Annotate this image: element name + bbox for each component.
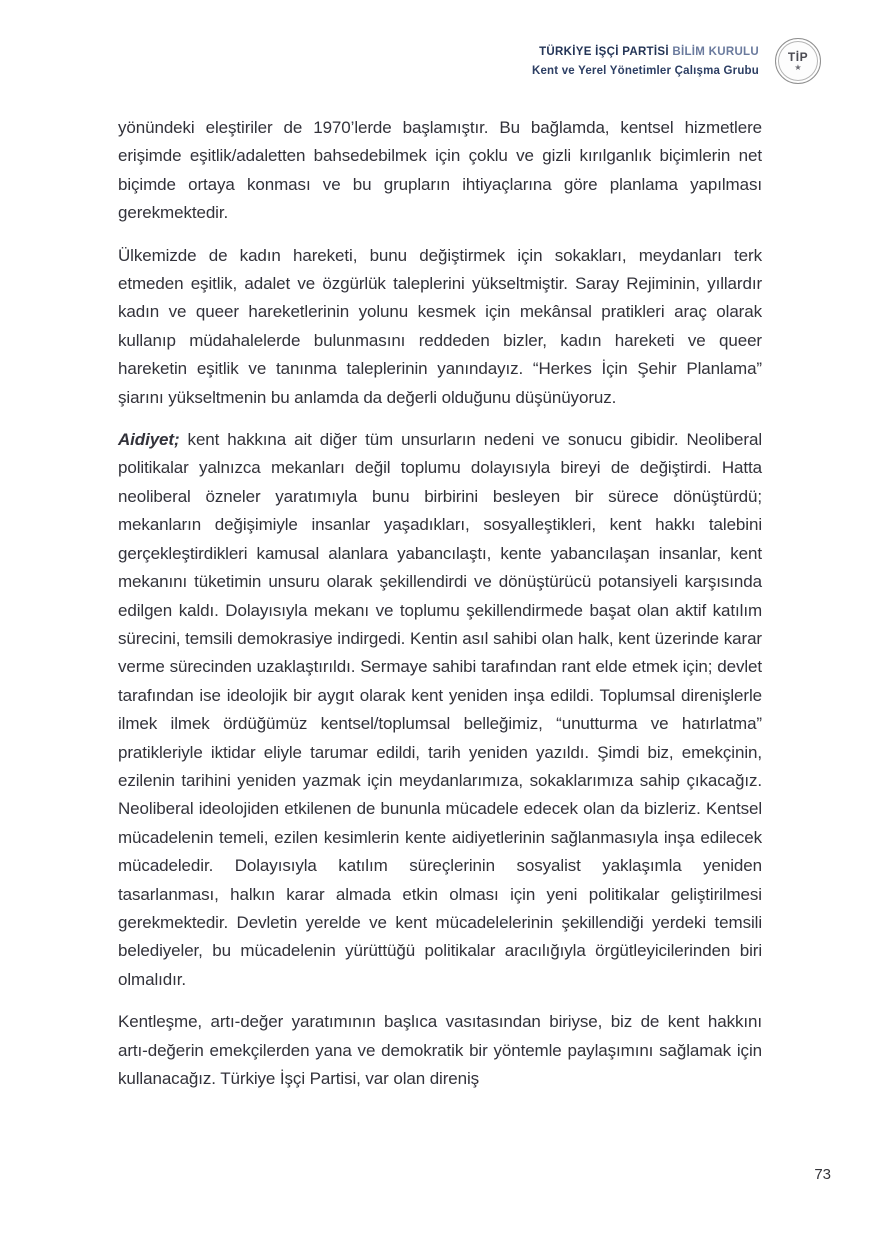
header-text-block (532, 46, 759, 77)
paragraph-text: yönündeki eleştiriler de 1970’lerde başlamıştır. Bu bağlamda, kentsel hizmetlere erişimde eşitlik/adaletten bahsedebilmek için çoklu ve gizli kırılganlık biçimlerin net biçimde ortaya konması ve bu grupların ihtiyaçlarına göre planlama yapılması gerekmektedir. (118, 118, 762, 223)
header-title-primary: TÜRKİYE İŞÇİ PARTİSİ (539, 45, 669, 58)
tip-party-logo-icon (775, 38, 821, 84)
paragraph (118, 426, 762, 994)
paragraph-text: Ülkemizde de kadın hareketi, bunu değiştirmek için sokakları, meydanları terk etmeden eşitlik, adalet ve özgürlük taleplerini yükseltmiştir. Saray Rejiminin, yıllardır kadın ve queer hareketlerinin yolunu kesmek için mekânsal pratikleri araç olarak kullanıp müdahalelerde bulunmasını reddeden bizler, kadın hareketi ve queer hareketin eşitlik ve tanınma taleplerinin yanındayız. “Herkes İçin Şehir Planlama” şiarını yükseltmenin bu anlamda da değerli olduğunu düşünüyoruz. (118, 245, 762, 407)
page-number: 73 (814, 1166, 831, 1183)
paragraph-text: kent hakkına ait diğer tüm unsurların nedeni ve sonucu gibidir. Neoliberal politikalar yalnızca mekanları değil toplumu dolayısıyla bireyi de değiştirdi. Hatta neoliberal özneler yaratımıyla bunu birbirini besleyen bir sürece dönüştürdü; mekanların değişimiyle insanlar yaşadıkları, sosyalleştikleri, kent hakkı talebini gerçekleştirdikleri kamusal alanlara yabancılaştı, kente yabancılaşan insanlar, kent mekanını tüketimin unsuru olarak şekillendirdi ve dönüştürücü potansiyeli karşısında edilgen kaldı. Dolayısıyla mekanı ve toplumu şekillendirmede başat olan aktif katılım sürecini, temsili demokrasiye indirgedi. Kentin asıl sahibi olan halk, kent üzerinde karar verme sürecinden uzaklaştırıldı. Sermaye sahibi tarafından rant elde etmek için; devlet tarafından ise ideolojik bir aygıt olarak kent yeniden inşa edildi. Toplumsal direnişlerle ilmek ilmek ördüğümüz kentsel/toplumsal belleğimiz, “unutturma ve hatırlatma” pratikleriyle iktidar eliyle tarumar edildi, tarih yeniden yazıldı. Şimdi biz, emekçinin, ezilenin tarihini yeniden yazmak için meydanlarımıza, sokaklarımıza sahip çıkacağız. Neoliberal ideolojiden etkilenen de bununla mücadele edecek olan da bizleriz. Kentsel mücadelenin temeli, ezilen kesimlerin kente aidiyetlerinin sağlanmasıyla inşa edilecek mücadeledir. Dolayısıyla katılım süreçlerinin sosyalist yaklaşımla yeniden tasarlanması, halkın karar almada etkin olması için yeni politikalar geliştirilmesi gerekmektedir. Devletin yerelde ve kent mücadelelerinin şekillendiği yerdeki temsili belediyeler, bu mücadelenin yürüttüğü politikalar aracılığıyla örgütleyicilerinden biri olmalıdır. (118, 430, 762, 989)
paragraph (118, 114, 762, 228)
header-title (532, 46, 759, 58)
paragraph-lead: Aidiyet; (118, 430, 180, 450)
header-title-secondary: BİLİM KURULU (672, 45, 759, 58)
header-subtitle: Kent ve Yerel Yönetimler Çalışma Grubu (531, 64, 759, 77)
logo-text: TİP (787, 49, 809, 64)
page-header (532, 38, 821, 84)
paragraph (118, 1008, 762, 1093)
star-icon: ★ (794, 62, 802, 72)
paragraph-text: Kentleşme, artı-değer yaratımının başlıca vasıtasından biriyse, biz de kent hakkını artı-değerin emekçilerden yana ve demokratik bir yöntemle paylaşımını sağlamak için kullanacağız. Türkiye İşçi Partisi, var olan direniş (118, 1012, 762, 1088)
paragraph (118, 242, 762, 412)
document-body (118, 114, 762, 1093)
